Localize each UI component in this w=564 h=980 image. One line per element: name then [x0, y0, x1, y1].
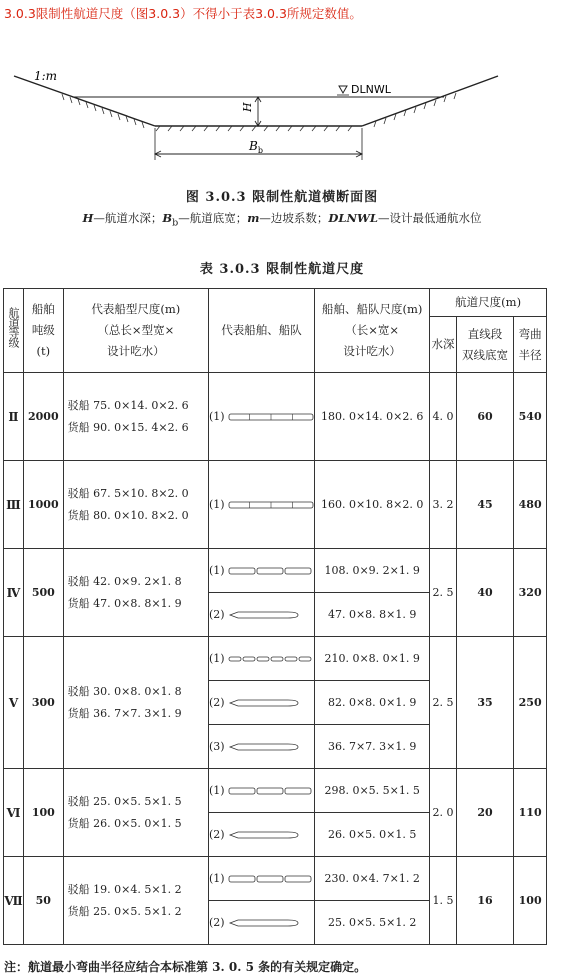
table-row	[4, 373, 547, 461]
table-row	[4, 769, 547, 813]
radius-cell: 110	[514, 769, 547, 857]
cargo-ship-size: 货船 90. 0×15. 4×2. 6	[67, 420, 189, 434]
table-note: 注：航道最小弯曲半径应结合本标准第 3. 0. 5 条的有关规定确定。	[4, 960, 367, 974]
fleet-size-cell: 160. 0×10. 8×2. 0	[315, 461, 430, 549]
fleet-size-cell: 26. 0×5. 0×1. 5	[315, 813, 430, 857]
legend-text: —设计最低通航水位	[378, 211, 482, 225]
barge-size: 驳船 75. 0×14. 0×2. 6	[67, 398, 189, 412]
legend-text: —航道水深；	[93, 211, 163, 225]
barge-size: 驳船 19. 0×4. 5×1. 2	[67, 882, 182, 896]
radius-cell: 320	[514, 549, 547, 637]
barge-size: 驳船 25. 0×5. 5×1. 5	[67, 794, 182, 808]
fleet-size-cell: 210. 0×8. 0×1. 9	[315, 637, 430, 681]
fleet-cell	[208, 549, 314, 593]
fleet-size-cell: 47. 0×8. 8×1. 9	[315, 593, 430, 637]
fleet-cell	[208, 725, 314, 769]
fleet-label: (2)	[208, 696, 225, 709]
table-row	[4, 461, 547, 549]
fleet-label: (1)	[208, 564, 225, 577]
header-depth: 水深	[430, 317, 457, 373]
fleet-label: (1)	[208, 410, 225, 423]
tonnage-cell: 300	[23, 637, 63, 769]
fleet-cell	[208, 857, 314, 901]
convoy-pictogram	[228, 654, 314, 664]
header-tonnage: 船舶 吨级 (t)	[23, 289, 63, 373]
fleet-size-cell: 298. 0×5. 5×1. 5	[315, 769, 430, 813]
depth-cell: 3. 2	[430, 461, 457, 549]
convoy-pictogram	[228, 610, 314, 620]
depth-cell: 2. 5	[430, 549, 457, 637]
table-row	[4, 857, 547, 901]
tonnage-cell: 2000	[23, 373, 63, 461]
legend-symbol: DLNWL	[328, 211, 378, 225]
cargo-ship-size: 货船 80. 0×10. 8×2. 0	[67, 508, 189, 522]
fleet-label: (2)	[208, 608, 225, 621]
tonnage-cell: 500	[23, 549, 63, 637]
header-radius: 弯曲 半径	[514, 317, 547, 373]
fleet-cell	[208, 813, 314, 857]
left-slope-line	[14, 76, 155, 126]
width-cell: 16	[456, 857, 514, 945]
table-row	[4, 549, 547, 593]
fleet-size-cell: 25. 0×5. 5×1. 2	[315, 901, 430, 945]
header-ship-size: 代表船型尺度(m) （总长×型宽× 设计吃水）	[63, 289, 208, 373]
grade-cell: Ⅶ	[4, 857, 24, 945]
convoy-pictogram	[228, 786, 314, 796]
fleet-cell	[208, 769, 314, 813]
fleet-cell	[208, 593, 314, 637]
header-fleet: 代表船舶、船队	[208, 289, 314, 373]
intro-text: 3.0.3限制性航道尺度（图3.0.3）不得小于表3.0.3所规定数值。	[4, 6, 362, 21]
fleet-size-cell: 230. 0×4. 7×1. 2	[315, 857, 430, 901]
header-channel-dimensions: 航道尺度(m)	[430, 289, 547, 317]
barge-size: 驳船 42. 0×9. 2×1. 8	[67, 574, 182, 588]
table-title: 表 3.0.3 限制性航道尺度	[199, 262, 365, 277]
width-cell: 20	[456, 769, 514, 857]
grade-cell: Ⅴ	[4, 637, 24, 769]
tonnage-cell: 50	[23, 857, 63, 945]
convoy-pictogram	[228, 412, 314, 422]
legend-symbol: m	[247, 211, 260, 225]
slope-label: 1:m	[34, 69, 58, 83]
radius-cell: 100	[514, 857, 547, 945]
depth-cell: 2. 0	[430, 769, 457, 857]
radius-cell: 480	[514, 461, 547, 549]
depth-cell: 4. 0	[430, 373, 457, 461]
water-level-label: DLNWL	[351, 83, 391, 96]
convoy-pictogram	[228, 500, 314, 510]
depth-cell: 1. 5	[430, 857, 457, 945]
convoy-pictogram	[228, 566, 314, 576]
fleet-size-cell: 180. 0×14. 0×2. 6	[315, 373, 430, 461]
grade-cell: Ⅲ	[4, 461, 24, 549]
cargo-ship-size: 货船 36. 7×7. 3×1. 9	[67, 706, 182, 720]
width-label: $B_b$	[249, 139, 263, 155]
ship-size-cell	[63, 769, 208, 857]
convoy-pictogram	[228, 698, 314, 708]
cargo-ship-size: 货船 25. 0×5. 5×1. 2	[67, 904, 182, 918]
legend-symbol-subscript: b	[172, 217, 179, 229]
barge-size: 驳船 30. 0×8. 0×1. 8	[67, 684, 182, 698]
header-grade: 航道等级	[4, 289, 24, 373]
grade-cell: Ⅱ	[4, 373, 24, 461]
depth-label: H	[241, 102, 254, 112]
fleet-label: (1)	[208, 652, 225, 665]
ship-size-cell	[63, 373, 208, 461]
figure-title: 图 3.0.3 限制性航道横断面图	[185, 190, 379, 205]
fleet-cell	[208, 637, 314, 681]
radius-cell: 250	[514, 637, 547, 769]
grade-cell: Ⅵ	[4, 769, 24, 857]
ship-size-cell	[63, 461, 208, 549]
barge-size: 驳船 67. 5×10. 8×2. 0	[67, 486, 189, 500]
header-fleet-size: 船舶、船队尺度(m) （长×宽× 设计吃水）	[315, 289, 430, 373]
water-level-marker	[337, 86, 349, 95]
width-cell: 45	[456, 461, 514, 549]
fleet-label: (1)	[208, 498, 225, 511]
ship-size-cell	[63, 637, 208, 769]
fleet-label: (2)	[208, 916, 225, 929]
radius-cell: 540	[514, 373, 547, 461]
convoy-pictogram	[228, 918, 314, 928]
fleet-label: (2)	[208, 828, 225, 841]
ship-size-cell	[63, 857, 208, 945]
fleet-label: (3)	[208, 740, 225, 753]
convoy-pictogram	[228, 830, 314, 840]
fleet-cell	[208, 901, 314, 945]
fleet-label: (1)	[208, 784, 225, 797]
legend-symbol: H	[82, 211, 94, 225]
grade-cell: Ⅳ	[4, 549, 24, 637]
legend-text: —边坡系数；	[259, 211, 329, 225]
fleet-cell	[208, 681, 314, 725]
fleet-size-cell: 82. 0×8. 0×1. 9	[315, 681, 430, 725]
fleet-cell	[208, 373, 314, 461]
legend-symbol: B	[162, 211, 173, 225]
convoy-pictogram	[228, 742, 314, 752]
channel-cross-section-diagram	[0, 60, 564, 180]
ship-size-cell	[63, 549, 208, 637]
tonnage-cell: 100	[23, 769, 63, 857]
fleet-cell	[208, 461, 314, 549]
depth-cell: 2. 5	[430, 637, 457, 769]
fleet-size-cell: 36. 7×7. 3×1. 9	[315, 725, 430, 769]
channel-dimension-table	[3, 288, 547, 945]
fleet-size-cell: 108. 0×9. 2×1. 9	[315, 549, 430, 593]
fleet-label: (1)	[208, 872, 225, 885]
convoy-pictogram	[228, 874, 314, 884]
table-row	[4, 637, 547, 681]
legend-text: —航道底宽；	[178, 211, 248, 225]
cargo-ship-size: 货船 26. 0×5. 0×1. 5	[67, 816, 182, 830]
cargo-ship-size: 货船 47. 0×8. 8×1. 9	[67, 596, 182, 610]
figure-legend	[0, 210, 564, 228]
width-cell: 60	[456, 373, 514, 461]
tonnage-cell: 1000	[23, 461, 63, 549]
header-width: 直线段 双线底宽	[456, 317, 514, 373]
width-cell: 40	[456, 549, 514, 637]
width-cell: 35	[456, 637, 514, 769]
